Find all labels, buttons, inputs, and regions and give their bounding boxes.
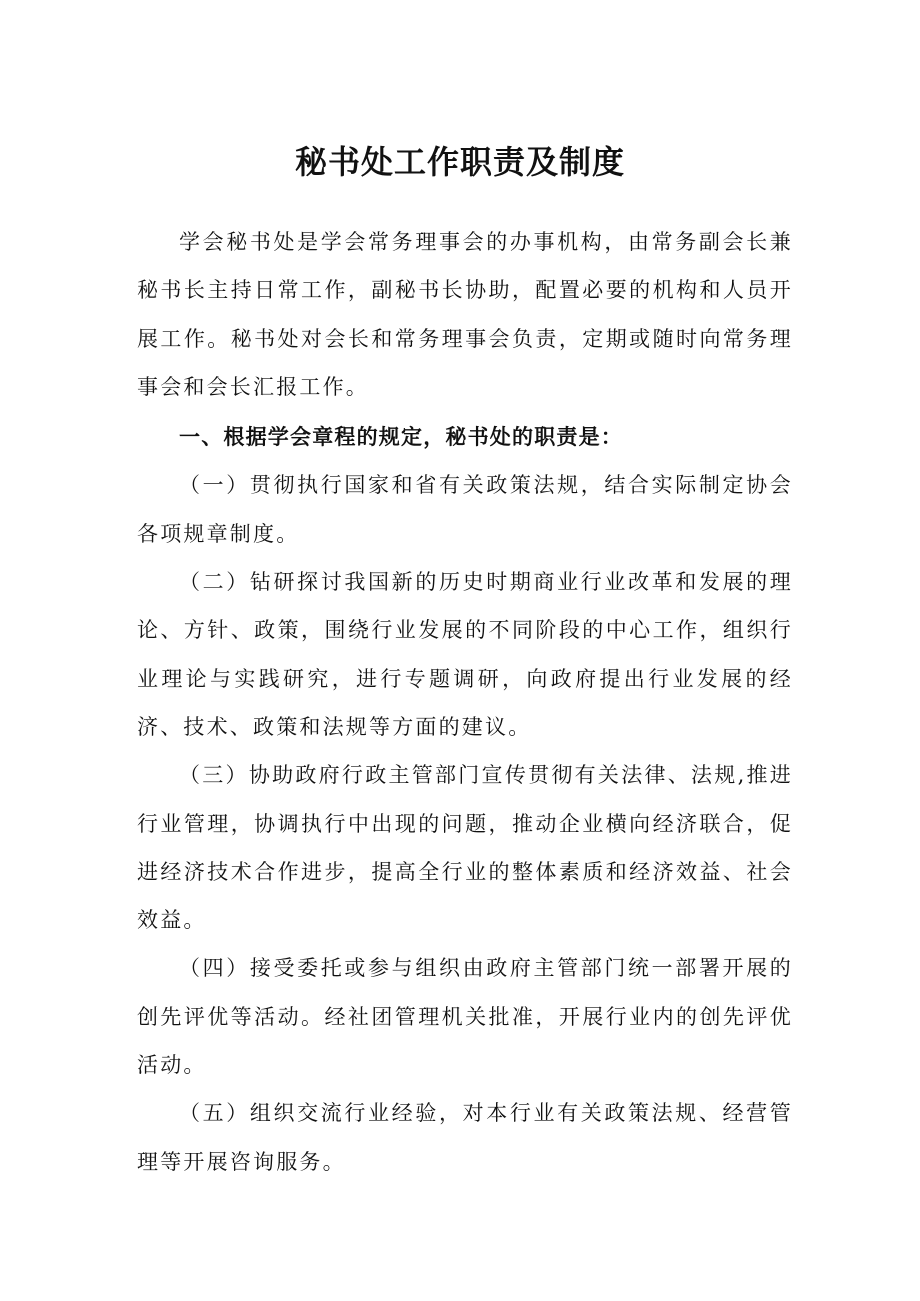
section-heading: 一、根据学会章程的规定，秘书处的职责是： — [179, 425, 623, 450]
document-title: 秘书处工作职责及制度 — [294, 143, 625, 181]
duty-item-5: （五）组织交流行业经验，对本行业有关政策法规、经营管理等开展咨询服务。 — [137, 1101, 793, 1174]
duty-item-2: （二）钻研探讨我国新的历史时期商业行业改革和发展的理论、方针、政策，围绕行业发展的不同阶段的中心工作，组织行业理论与实践研究，进行专题调研，向政府提出行业发展的经济、技术、政策和法规等方面的建议。 — [137, 570, 793, 739]
document-body — [137, 218, 793, 1186]
intro-paragraph: 学会秘书处是学会常务理事会的办事机构，由常务副会长兼秘书长主持日常工作，副秘书长协助，配置必要的机构和人员开展工作。秘书处对会长和常务理事会负责，定期或随时向常务理事会和会长汇报工作。 — [137, 230, 793, 399]
duty-item-1: （一）贯彻执行国家和省有关政策法规，结合实际制定协会各项规章制度。 — [137, 473, 793, 546]
duty-item-4: （四）接受委托或参与组织由政府主管部门统一部署开展的创先评优等活动。经社团管理机关批准，开展行业内的创先评优活动。 — [137, 956, 793, 1078]
duty-item-3: （三）协助政府行政主管部门宣传贯彻有关法律、法规,推进行业管理，协调执行中出现的问题，推动企业横向经济联合，促进经济技术合作进步，提高全行业的整体素质和经济效益、社会效益。 — [137, 763, 793, 933]
